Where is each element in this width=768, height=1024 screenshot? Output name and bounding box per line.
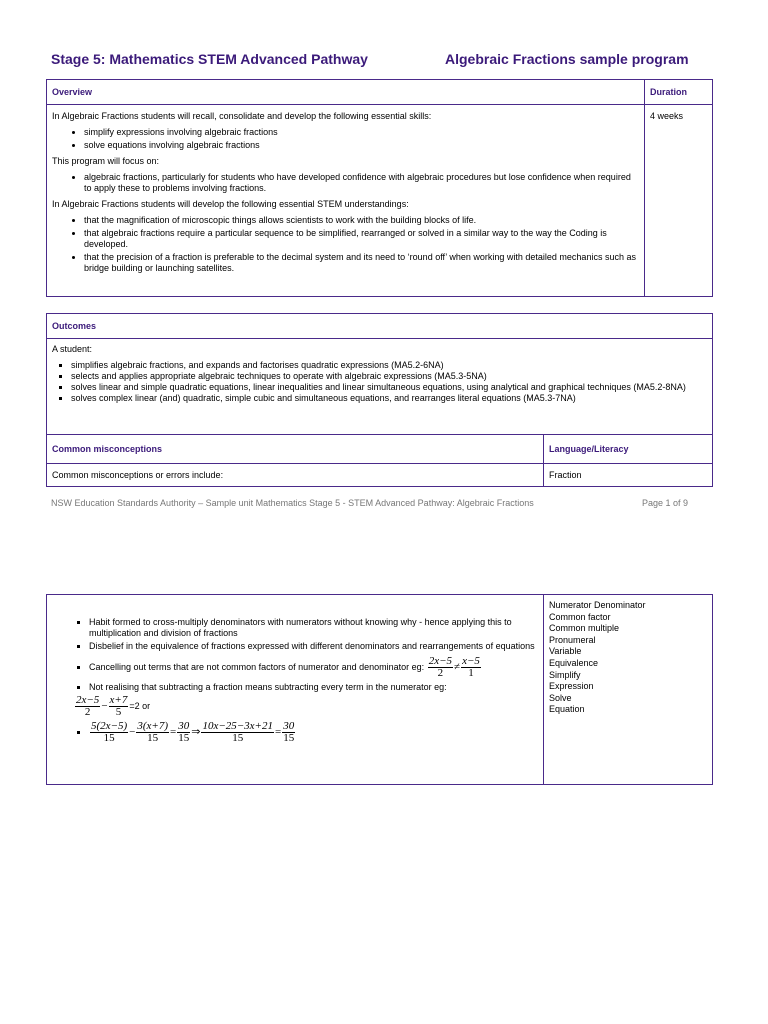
vocab-item: Numerator Denominator xyxy=(549,600,646,610)
fraction: $\frac{10x-25-3x+21}{15}$ xyxy=(202,720,273,744)
outcomes-intro: A student: xyxy=(52,344,93,354)
outcomes-table xyxy=(46,313,713,487)
vocab-item: Common factor xyxy=(549,611,611,622)
vocab-item: Variable xyxy=(549,646,582,657)
fraction: $\frac{3(x+7)}{15}$ xyxy=(137,720,168,744)
fraction: ▪ $\frac{5(2x-5)}{15}$ xyxy=(91,720,128,744)
fraction: $\frac{2x-5}{2}$ xyxy=(76,694,100,718)
vocab-item: Equation xyxy=(549,704,585,715)
overview-content xyxy=(47,105,645,297)
list-item: • that the precision of a fraction is preferable to the decimal system and its need to ‘round off’ when working with detailed mechanics such as bridge building or launching satellites. xyxy=(84,252,639,274)
unit-title: Algebraic Fractions sample program xyxy=(445,51,689,67)
language-first: Fraction xyxy=(544,464,713,487)
list-item: ▪ Not realising that subtracting a fraction means subtracting every term in the numerator eg: $\frac{2x-5}{2}$ − $\frac{x+7}{5}$ =2 or xyxy=(89,682,538,718)
fraction: $\frac{2x-5}{2}$ xyxy=(428,655,453,679)
skills-list xyxy=(52,127,639,151)
subtract-text: Not realising that subtracting a fraction means subtracting every term in the numerator eg: xyxy=(89,682,447,692)
list-item: • simplify expressions involving algebraic fractions xyxy=(84,127,639,138)
language-heading: Language/Literacy xyxy=(544,435,713,464)
footer-source: NSW Education Standards Authority – Sample unit Mathematics Stage 5 - STEM Advanced Pathway: Algebraic Fractions xyxy=(51,498,534,508)
misconceptions-table xyxy=(46,594,713,785)
cancel-text: Cancelling out terms that are not common factors of numerator and denominator eg: xyxy=(89,661,425,672)
program-title: Stage 5: Mathematics STEM Advanced Pathway xyxy=(51,51,368,67)
fraction: $\frac{30}{15}$ xyxy=(178,720,190,744)
list-item: • solve equations involving algebraic fractions xyxy=(84,140,639,151)
list-item: ▪ Cancelling out terms that are not common factors of numerator and denominator eg: $\frac{2x-5}{2}$ ≠ $\frac{x-5}{1}$ xyxy=(89,656,538,679)
vocab-item: Solve xyxy=(549,692,572,703)
misconceptions-list-cell xyxy=(47,595,544,785)
list-item: ▪ Habit formed to cross-multiply denominators with numerators without knowing why - hence applying this to multiplication and division of fractions xyxy=(89,617,538,639)
outcomes-heading: Outcomes xyxy=(47,314,713,339)
misconceptions-list xyxy=(52,617,538,744)
stem-intro: In Algebraic Fractions students will develop the following essential STEM understandings: xyxy=(52,199,409,209)
list-item: ▪ $\frac{5(2x-5)}{15}$ − $\frac{3(x+7)}{15}$ = $\frac{30}{15}$ ⇒ $\frac{10x-25-3x+21}{15}$ = $\frac{30}{15}$ xyxy=(89,721,538,744)
list-item: ▪ Disbelief in the equivalence of fractions expressed with different denominators and rearrangements of equations xyxy=(89,641,538,652)
duration-heading: Duration xyxy=(645,80,713,105)
vocab-item: Equivalence xyxy=(549,657,599,668)
list-item: • that the magnification of microscopic things allows scientists to work with the building blocks of life. xyxy=(84,215,639,226)
page-number: Page 1 of 9 xyxy=(642,498,689,508)
overview-heading: Overview xyxy=(47,80,645,105)
list-item: ▪ selects and applies appropriate algebraic techniques to operate with algebraic expressions (MA5.3-5NA) xyxy=(71,371,707,382)
outcomes-list xyxy=(52,360,707,404)
list-item: • that algebraic fractions require a particular sequence to be simplified, rearranged or solved in a similar way to the way the Coding is developed. xyxy=(84,228,639,250)
vocabulary-cell xyxy=(544,595,713,785)
fraction: $\frac{x-5}{1}$ xyxy=(462,655,480,679)
focus-intro: This program will focus on: xyxy=(52,156,160,166)
stem-list xyxy=(52,215,639,274)
focus-list xyxy=(52,172,639,194)
vocab-item: Simplify xyxy=(549,669,581,680)
vocab-item: Expression xyxy=(549,681,594,692)
list-item: ▪ solves linear and simple quadratic equations, linear inequalities and linear simultaneous equations, using analytical and graphical techniques (MA5.2-8NA) xyxy=(71,382,707,393)
vocab-item: Common multiple xyxy=(549,623,620,634)
fraction: $\frac{30}{15}$ xyxy=(283,720,295,744)
list-item: ▪ simplifies algebraic fractions, and expands and factorises quadratic expressions (MA5.2-6NA) xyxy=(71,360,707,371)
overview-table xyxy=(46,79,713,297)
misconceptions-heading: Common misconceptions xyxy=(47,435,544,464)
duration-value: 4 weeks xyxy=(645,105,713,297)
list-item: • algebraic fractions, particularly for students who have developed confidence with algebraic procedures but lose confidence when required to apply these to problems involving fractions. xyxy=(84,172,639,194)
vocab-item: Pronumeral xyxy=(549,634,596,645)
misconceptions-intro: Common misconceptions or errors include: xyxy=(47,464,544,487)
outcomes-content xyxy=(47,339,713,435)
fraction: $\frac{x+7}{5}$ xyxy=(109,694,128,718)
overview-intro: In Algebraic Fractions students will recall, consolidate and develop the following essential skills: xyxy=(52,111,432,121)
list-item: ▪ solves complex linear (and) quadratic, simple cubic and simultaneous equations, and rearranges literal equations (MA5.3-7NA) xyxy=(71,393,707,404)
